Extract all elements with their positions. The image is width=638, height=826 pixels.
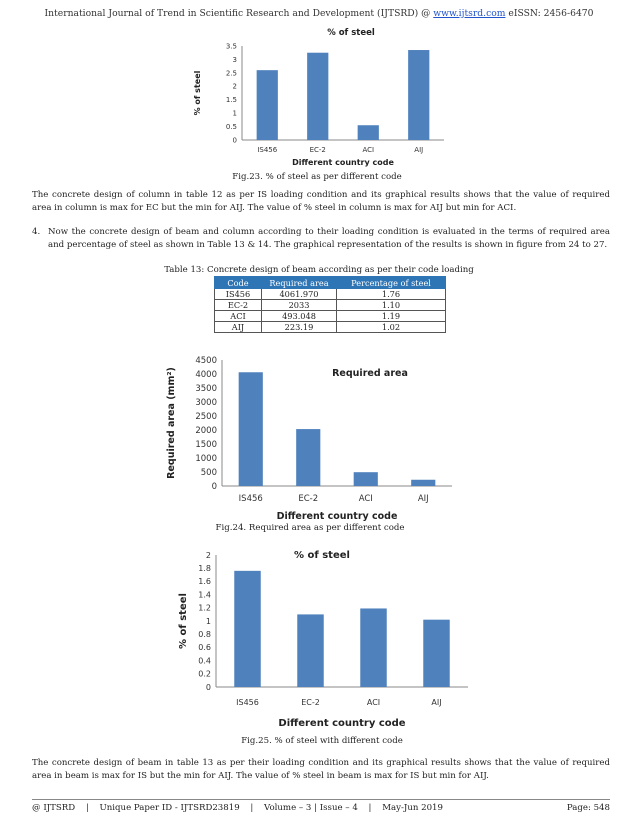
- fig24-bar-ec-2: [296, 429, 320, 486]
- fig25-x-tick-label: AIJ: [431, 698, 442, 707]
- table-cell: IS456: [215, 289, 262, 300]
- fig25-y-axis-label: % of steel: [178, 593, 189, 649]
- table-cell: 1.76: [337, 289, 446, 300]
- table-cell: 223.19: [262, 322, 337, 333]
- fig23-y-tick-label: 1.5: [225, 96, 237, 105]
- fig23-y-tick-label: 3: [232, 55, 237, 64]
- footer-date: May-Jun 2019: [382, 803, 443, 813]
- table-cell: AIJ: [215, 322, 262, 333]
- fig25-y-tick-label: 0.8: [198, 630, 211, 639]
- fig25-x-tick-label: EC-2: [301, 698, 320, 707]
- fig24-caption: Fig.24. Required area as per different code: [215, 523, 405, 533]
- fig25-x-tick-label: IS456: [236, 698, 259, 707]
- fig24-y-tick-label: 500: [200, 467, 217, 478]
- page-footer: [32, 803, 610, 813]
- table13-caption: Table 13: Concrete design of beam according as per their code loading: [164, 265, 474, 275]
- fig25-title: % of steel: [294, 550, 350, 561]
- footer-separator: |: [85, 803, 89, 813]
- fig25-y-tick-label: 0: [205, 682, 211, 692]
- fig23-y-tick-label: 2.5: [225, 69, 237, 78]
- fig25-y-tick-label: 2: [205, 550, 211, 560]
- footer-page: Page: 548: [566, 803, 610, 813]
- fig25-y-tick-label: 0.2: [198, 669, 211, 679]
- fig25-bar-ec-2: [297, 614, 323, 687]
- fig23-bar-ec-2: [307, 53, 328, 140]
- fig25-y-tick-label: 1.4: [198, 590, 211, 600]
- table-cell: 493.048: [262, 311, 337, 322]
- fig23-y-axis-label: % of steel: [193, 70, 202, 116]
- footer-brand: @ IJTSRD: [32, 803, 76, 813]
- fig23-y-tick-label: 1: [232, 109, 237, 118]
- fig24-chart: [160, 328, 460, 524]
- fig25-y-tick-label: 1: [205, 616, 211, 626]
- fig23-x-axis-label: Different country code: [292, 158, 394, 167]
- fig23-chart: [186, 26, 448, 174]
- fig23-y-tick-label: 2: [232, 82, 237, 91]
- fig24-x-tick-label: EC-2: [298, 494, 319, 504]
- fig24-bar-aij: [411, 480, 435, 486]
- fig25-x-axis-label: Different country code: [278, 718, 406, 729]
- col-header-required-area: Required area: [262, 277, 337, 289]
- fig24-y-tick-label: 1500: [195, 439, 217, 450]
- fig23-x-tick-label: EC-2: [309, 146, 326, 154]
- fig24-x-axis-label: Different country code: [276, 511, 398, 522]
- fig23-bar-is456: [257, 70, 278, 140]
- fig23-x-tick-label: IS456: [257, 146, 278, 154]
- table13-wrapper: [214, 276, 446, 333]
- list-item-number: 4.: [32, 227, 41, 237]
- fig24-svg: [160, 328, 460, 524]
- fig24-bar-is456: [239, 372, 263, 486]
- fig25-caption: Fig.25. % of steel with different code: [241, 736, 403, 746]
- fig25-y-tick-label: 1.6: [198, 577, 211, 587]
- journal-url-link[interactable]: www.ijtsrd.com: [433, 8, 506, 19]
- fig24-x-tick-label: AIJ: [417, 494, 429, 504]
- fig25-y-tick-label: 0.4: [198, 656, 211, 666]
- fig25-chart: [172, 545, 472, 731]
- col-header-percentage-steel: Percentage of steel: [337, 277, 446, 289]
- fig23-bar-aij: [408, 50, 429, 140]
- fig24-y-tick-label: 4000: [195, 369, 217, 380]
- table-cell: EC-2: [215, 300, 262, 311]
- fig24-y-axis-label: Required area (mm²): [166, 367, 177, 479]
- fig24-bar-aci: [354, 472, 378, 486]
- table13: [214, 276, 446, 333]
- table-cell: ACI: [215, 311, 262, 322]
- list-item-text: Now the concrete design of beam and column according to their loading condition is evaluated in the terms of required area and percentage of steel as shown in Table 13 & 14. The graphical representation of the results is shown in figure from 24 to 27.: [48, 227, 610, 250]
- paragraph-beam-design: The concrete design of beam in table 13 as per their loading condition and its graphical results shows that the value of required area in beam is max for IS but the min for AIJ. The value of % steel in beam is max for IS but min for AIJ.: [32, 758, 610, 781]
- running-header: [0, 8, 638, 19]
- table-cell: 4061.970: [262, 289, 337, 300]
- table-cell: 2033: [262, 300, 337, 311]
- footer-paper-id: Unique Paper ID - IJTSRD23819: [99, 803, 240, 813]
- footer-volume: Volume – 3 | Issue – 4: [264, 803, 358, 813]
- fig25-y-tick-label: 1.8: [198, 564, 211, 573]
- table-row: [215, 311, 446, 322]
- journal-issn: eISSN: 2456-6470: [508, 8, 594, 19]
- fig25-y-tick-label: 0.6: [198, 643, 211, 653]
- table-cell: 1.19: [337, 311, 446, 322]
- fig25-bar-aij: [423, 620, 449, 687]
- table-cell: 1.02: [337, 322, 446, 333]
- fig23-y-tick-label: 0.5: [225, 123, 237, 132]
- table-cell: 1.10: [337, 300, 446, 311]
- fig24-title: Required area: [332, 368, 408, 379]
- fig24-y-tick-label: 3500: [195, 383, 217, 394]
- fig25-y-tick-label: 1.2: [198, 603, 211, 613]
- fig24-y-tick-label: 3000: [195, 397, 217, 408]
- fig25-x-tick-label: ACI: [366, 698, 381, 707]
- paragraph-column-design: The concrete design of column in table 12 as per IS loading condition and its graphical results shows that the value of required area in column is max for EC but the min for AIJ. The value of % steel in column is max for AIJ but min for ACI.: [32, 190, 610, 213]
- fig23-bar-aci: [358, 125, 379, 140]
- fig23-x-tick-label: ACI: [362, 146, 375, 154]
- footer-separator: |: [250, 803, 254, 813]
- fig24-y-tick-label: 0: [211, 481, 217, 492]
- fig25-bar-is456: [234, 571, 260, 687]
- list-item-4: [32, 226, 610, 251]
- fig23-y-tick-label: 0: [232, 136, 237, 145]
- fig23-caption: Fig.23. % of steel as per different code: [232, 172, 402, 182]
- table-row: [215, 300, 446, 311]
- fig24-y-tick-label: 2000: [195, 425, 217, 436]
- fig25-bar-aci: [360, 608, 386, 687]
- fig25-svg: [172, 545, 472, 731]
- fig24-x-tick-label: IS456: [238, 494, 263, 504]
- footer-divider: [32, 799, 610, 800]
- col-header-code: Code: [215, 277, 262, 289]
- table-row: [215, 289, 446, 300]
- fig23-svg: [186, 26, 448, 174]
- fig23-x-tick-label: AIJ: [414, 146, 424, 154]
- fig23-y-tick-label: 3.5: [225, 42, 237, 51]
- fig24-y-tick-label: 1000: [195, 453, 217, 464]
- fig23-title: % of steel: [327, 28, 375, 38]
- fig24-x-tick-label: ACI: [358, 494, 373, 504]
- footer-separator: |: [368, 803, 372, 813]
- table-header-row: [215, 277, 446, 289]
- journal-name: International Journal of Trend in Scientific Research and Development (IJTSRD) @: [44, 8, 431, 19]
- fig24-y-tick-label: 4500: [195, 355, 217, 366]
- fig24-y-tick-label: 2500: [195, 411, 217, 422]
